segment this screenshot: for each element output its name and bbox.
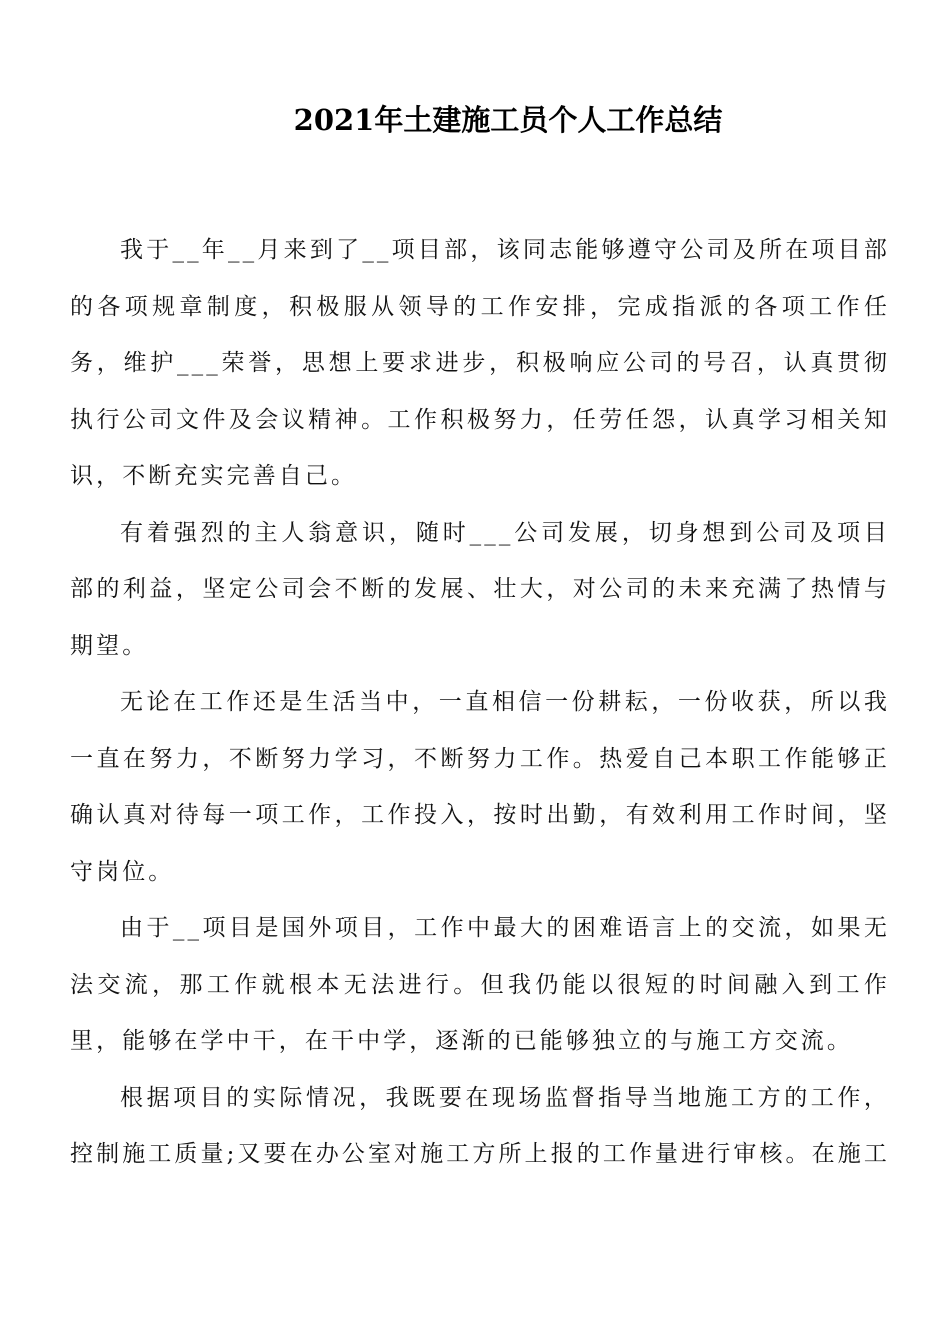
- paragraph: 无论在工作还是生活当中，一直相信一份耕耘，一份收获，所以我一直在努力，不断努力学习，不断努力工作。热爱自己本职工作能够正确认真对待每一项工作，工作投入，按时出勤，有效利用工作时间，坚守岗位。: [70, 689, 890, 885]
- paragraph: 我于__年__月来到了__项目部，该同志能够遵守公司及所在项目部的各项规章制度，积极服从领导的工作安排，完成指派的各项工作任务，维护___荣誉，思想上要求进步，积极响应公司的号召，认真贯彻执行公司文件及会议精神。工作积极努力，任劳任怨，认真学习相关知识，不断充实完善自己。: [70, 237, 890, 489]
- paragraph: 由于__项目是国外项目，工作中最大的困难语言上的交流，如果无法交流，那工作就根本无法进行。但我仍能以很短的时间融入到工作里，能够在学中干，在干中学，逐渐的已能够独立的与施工方交流。: [70, 915, 890, 1054]
- paragraph: 有着强烈的主人翁意识，随时___公司发展，切身想到公司及项目部的利益，坚定公司会不断的发展、壮大，对公司的未来充满了热情与期望。: [70, 519, 890, 659]
- document-title: 2021年土建施工员个人工作总结: [293, 103, 723, 137]
- document-body: [70, 222, 890, 1183]
- paragraph: 根据项目的实际情况，我既要在现场监督指导当地施工方的工作，控制施工质量;又要在办公室对施工方所上报的工作量进行审核。在施工: [70, 1084, 890, 1167]
